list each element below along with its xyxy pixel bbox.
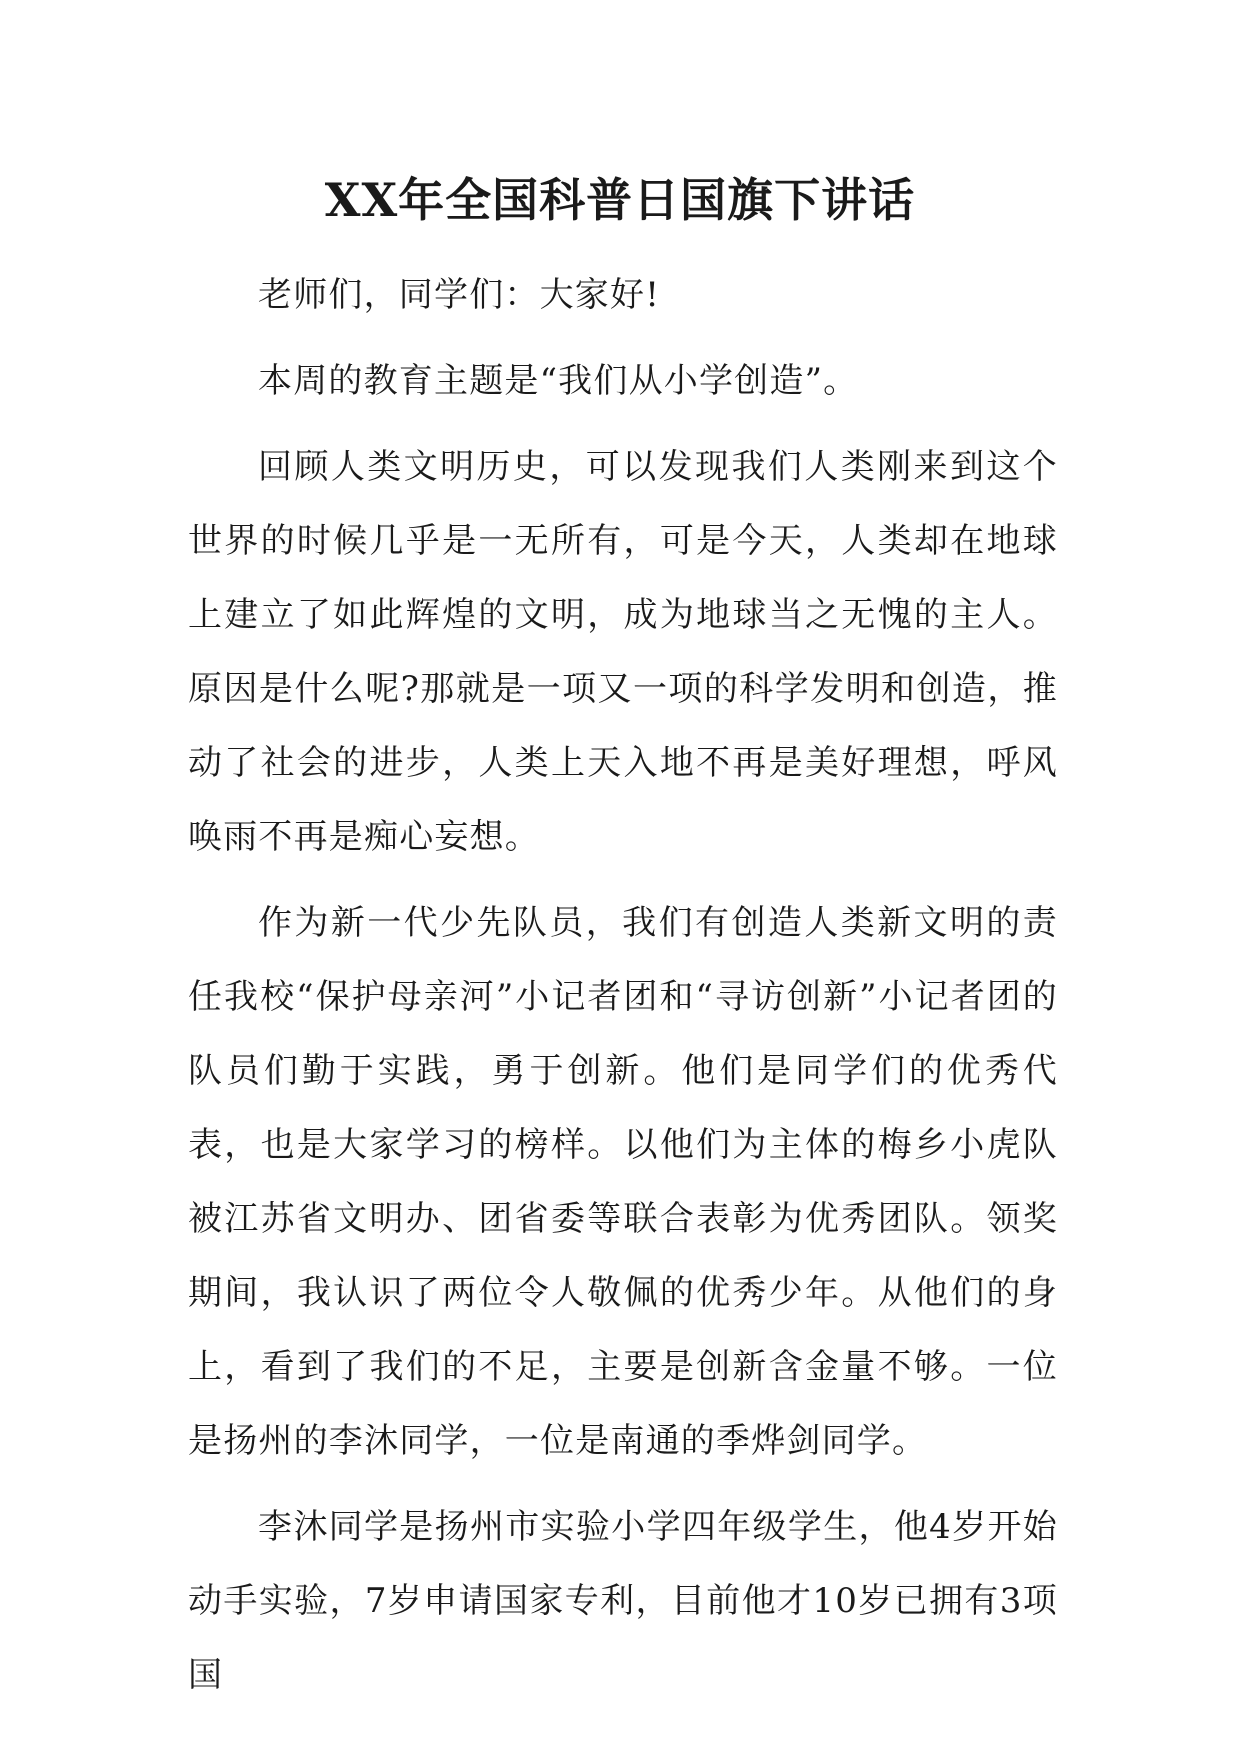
paragraph-greeting: 老师们，同学们：大家好!	[258, 275, 661, 315]
document-body	[188, 258, 1058, 1724]
paragraph-theme: 本周的教育主题是“我们从小学创造”。	[258, 361, 859, 401]
paragraph-li-mu: 李沐同学是扬州市实验小学四年级学生，他4岁开始动手实验，7岁申请国家专利，目前他才10岁已拥有3项国	[188, 1507, 1058, 1695]
paragraph-history: 回顾人类文明历史，可以发现我们人类刚来到这个世界的时候几乎是一无所有，可是今天，人类却在地球上建立了如此辉煌的文明，成为地球当之无愧的主人。原因是什么呢?那就是一项又一项的科学发明和创造，推动了社会的进步，人类上天入地不再是美好理想，呼风唤雨不再是痴心妄想。	[188, 447, 1058, 857]
paragraph-responsibility: 作为新一代少先队员，我们有创造人类新文明的责任我校“保护母亲河”小记者团和“寻访创新”小记者团的队员们勤于实践，勇于创新。他们是同学们的优秀代表，也是大家学习的榜样。以他们为主体的梅乡小虎队被江苏省文明办、团省委等联合表彰为优秀团队。领奖期间，我认识了两位令人敬佩的优秀少年。从他们的身上，看到了我们的不足，主要是创新含金量不够。一位是扬州的李沐同学，一位是南通的季烨剑同学。	[188, 903, 1058, 1461]
document-title: XX年全国科普日国旗下讲话	[324, 173, 916, 227]
